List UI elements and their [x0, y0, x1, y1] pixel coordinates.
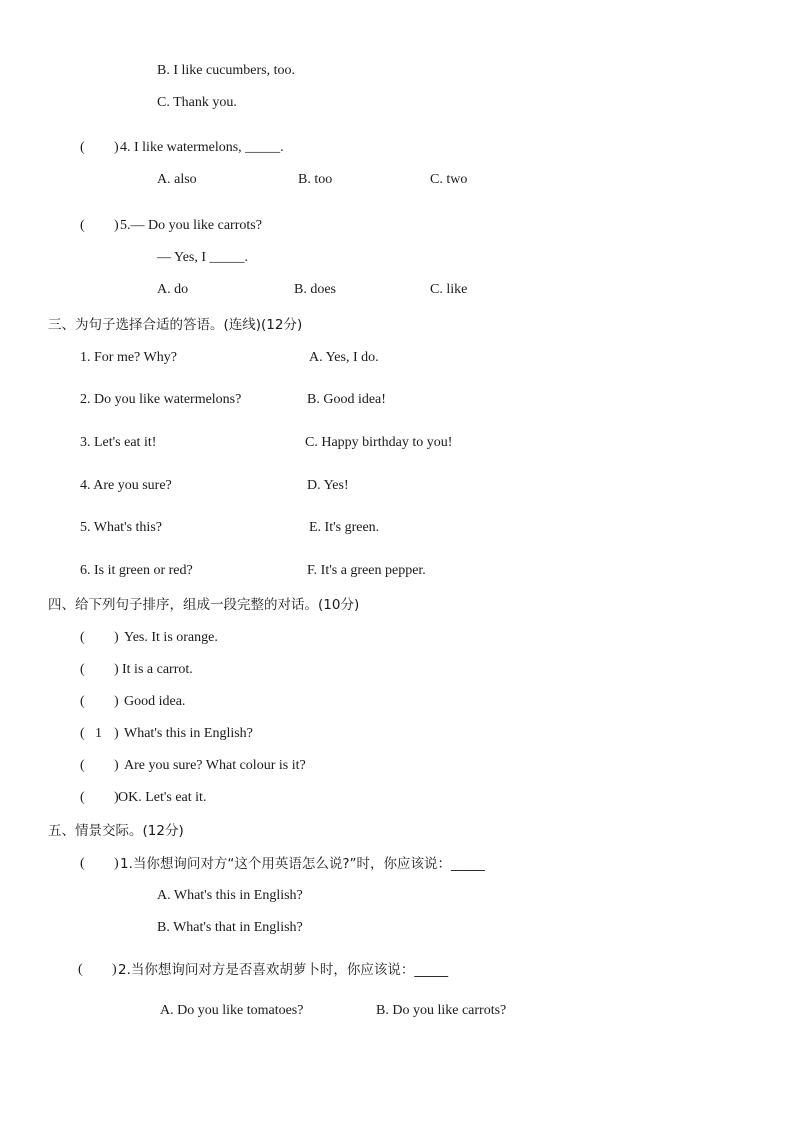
dialogue-sentence: Good idea. [124, 694, 186, 709]
question-stem: 4. I like watermelons, _____. [120, 140, 284, 155]
match-left-item: 3. Let's eat it! [80, 435, 157, 450]
answer-paren-open: ( [80, 758, 85, 773]
answer-paren-open: ( [80, 630, 85, 645]
section-4-heading: 四、给下列句子排序，组成一段完整的对话。(10分) [48, 597, 360, 613]
question-stem: 1.当你想询问对方“这个用英语怎么说?”时，你应该说：_____ [120, 856, 485, 872]
order-answer[interactable]: 1 [95, 726, 102, 741]
answer-paren-open: ( [80, 662, 85, 677]
question-stem-reply: — Yes, I _____. [157, 250, 249, 265]
match-left-item: 1. For me? Why? [80, 350, 177, 365]
match-right-item: C. Happy birthday to you! [305, 435, 453, 450]
option-a: A. Do you like tomatoes? [160, 1003, 304, 1018]
answer-paren-close: ) [114, 630, 119, 645]
question-stem: 5.— Do you like carrots? [120, 218, 262, 233]
answer-paren-close: ) [114, 758, 119, 773]
option-b: B. Do you like carrots? [376, 1003, 507, 1018]
option-c: C. Thank you. [157, 95, 237, 110]
answer-paren-close: ) [114, 726, 119, 741]
match-left-item: 4. Are you sure? [80, 478, 172, 493]
match-left-item: 5. What's this? [80, 520, 162, 535]
option-b: B. What's that in English? [157, 920, 303, 935]
match-left-item: 2. Do you like watermelons? [80, 392, 242, 407]
match-right-item: E. It's green. [309, 520, 380, 535]
match-right-item: A. Yes, I do. [309, 350, 379, 365]
match-right-item: F. It's a green pepper. [307, 563, 426, 578]
dialogue-sentence: Yes. It is orange. [124, 630, 218, 645]
answer-paren-close: ) [114, 856, 119, 871]
dialogue-sentence: OK. Let's eat it. [118, 790, 207, 805]
option-b: B. does [294, 282, 336, 297]
answer-paren-close: ) [112, 962, 117, 977]
dialogue-sentence: What's this in English? [124, 726, 253, 741]
answer-paren-close: ) [114, 694, 119, 709]
match-left-item: 6. Is it green or red? [80, 563, 193, 578]
option-a: A. also [157, 172, 197, 187]
answer-paren-close: ) [114, 218, 119, 233]
option-c: C. like [430, 282, 468, 297]
option-b: B. too [298, 172, 333, 187]
answer-paren-close: ) [114, 790, 119, 805]
question-stem: 2.当你想询问对方是否喜欢胡萝卜时，你应该说：_____ [118, 962, 449, 978]
option-c: C. two [430, 172, 468, 187]
answer-paren-close: ) [114, 140, 119, 155]
option-b: B. I like cucumbers, too. [157, 63, 296, 78]
answer-paren-close: ) [114, 662, 119, 677]
answer-paren-open: ( [80, 726, 85, 741]
answer-paren-open: ( [80, 856, 85, 871]
section-3-heading: 三、为句子选择合适的答语。(连线)(12分) [48, 317, 303, 333]
match-right-item: D. Yes! [307, 478, 349, 493]
dialogue-sentence: It is a carrot. [122, 662, 193, 677]
option-a: A. do [157, 282, 189, 297]
section-5-heading: 五、情景交际。(12分) [48, 823, 184, 839]
match-right-item: B. Good idea! [307, 392, 386, 407]
answer-paren-open: ( [80, 694, 85, 709]
answer-paren-open: ( [80, 218, 85, 233]
answer-paren-open: ( [80, 140, 85, 155]
dialogue-sentence: Are you sure? What colour is it? [124, 758, 306, 773]
option-a: A. What's this in English? [157, 888, 303, 903]
answer-paren-open: ( [80, 790, 85, 805]
answer-paren-open: ( [78, 962, 83, 977]
